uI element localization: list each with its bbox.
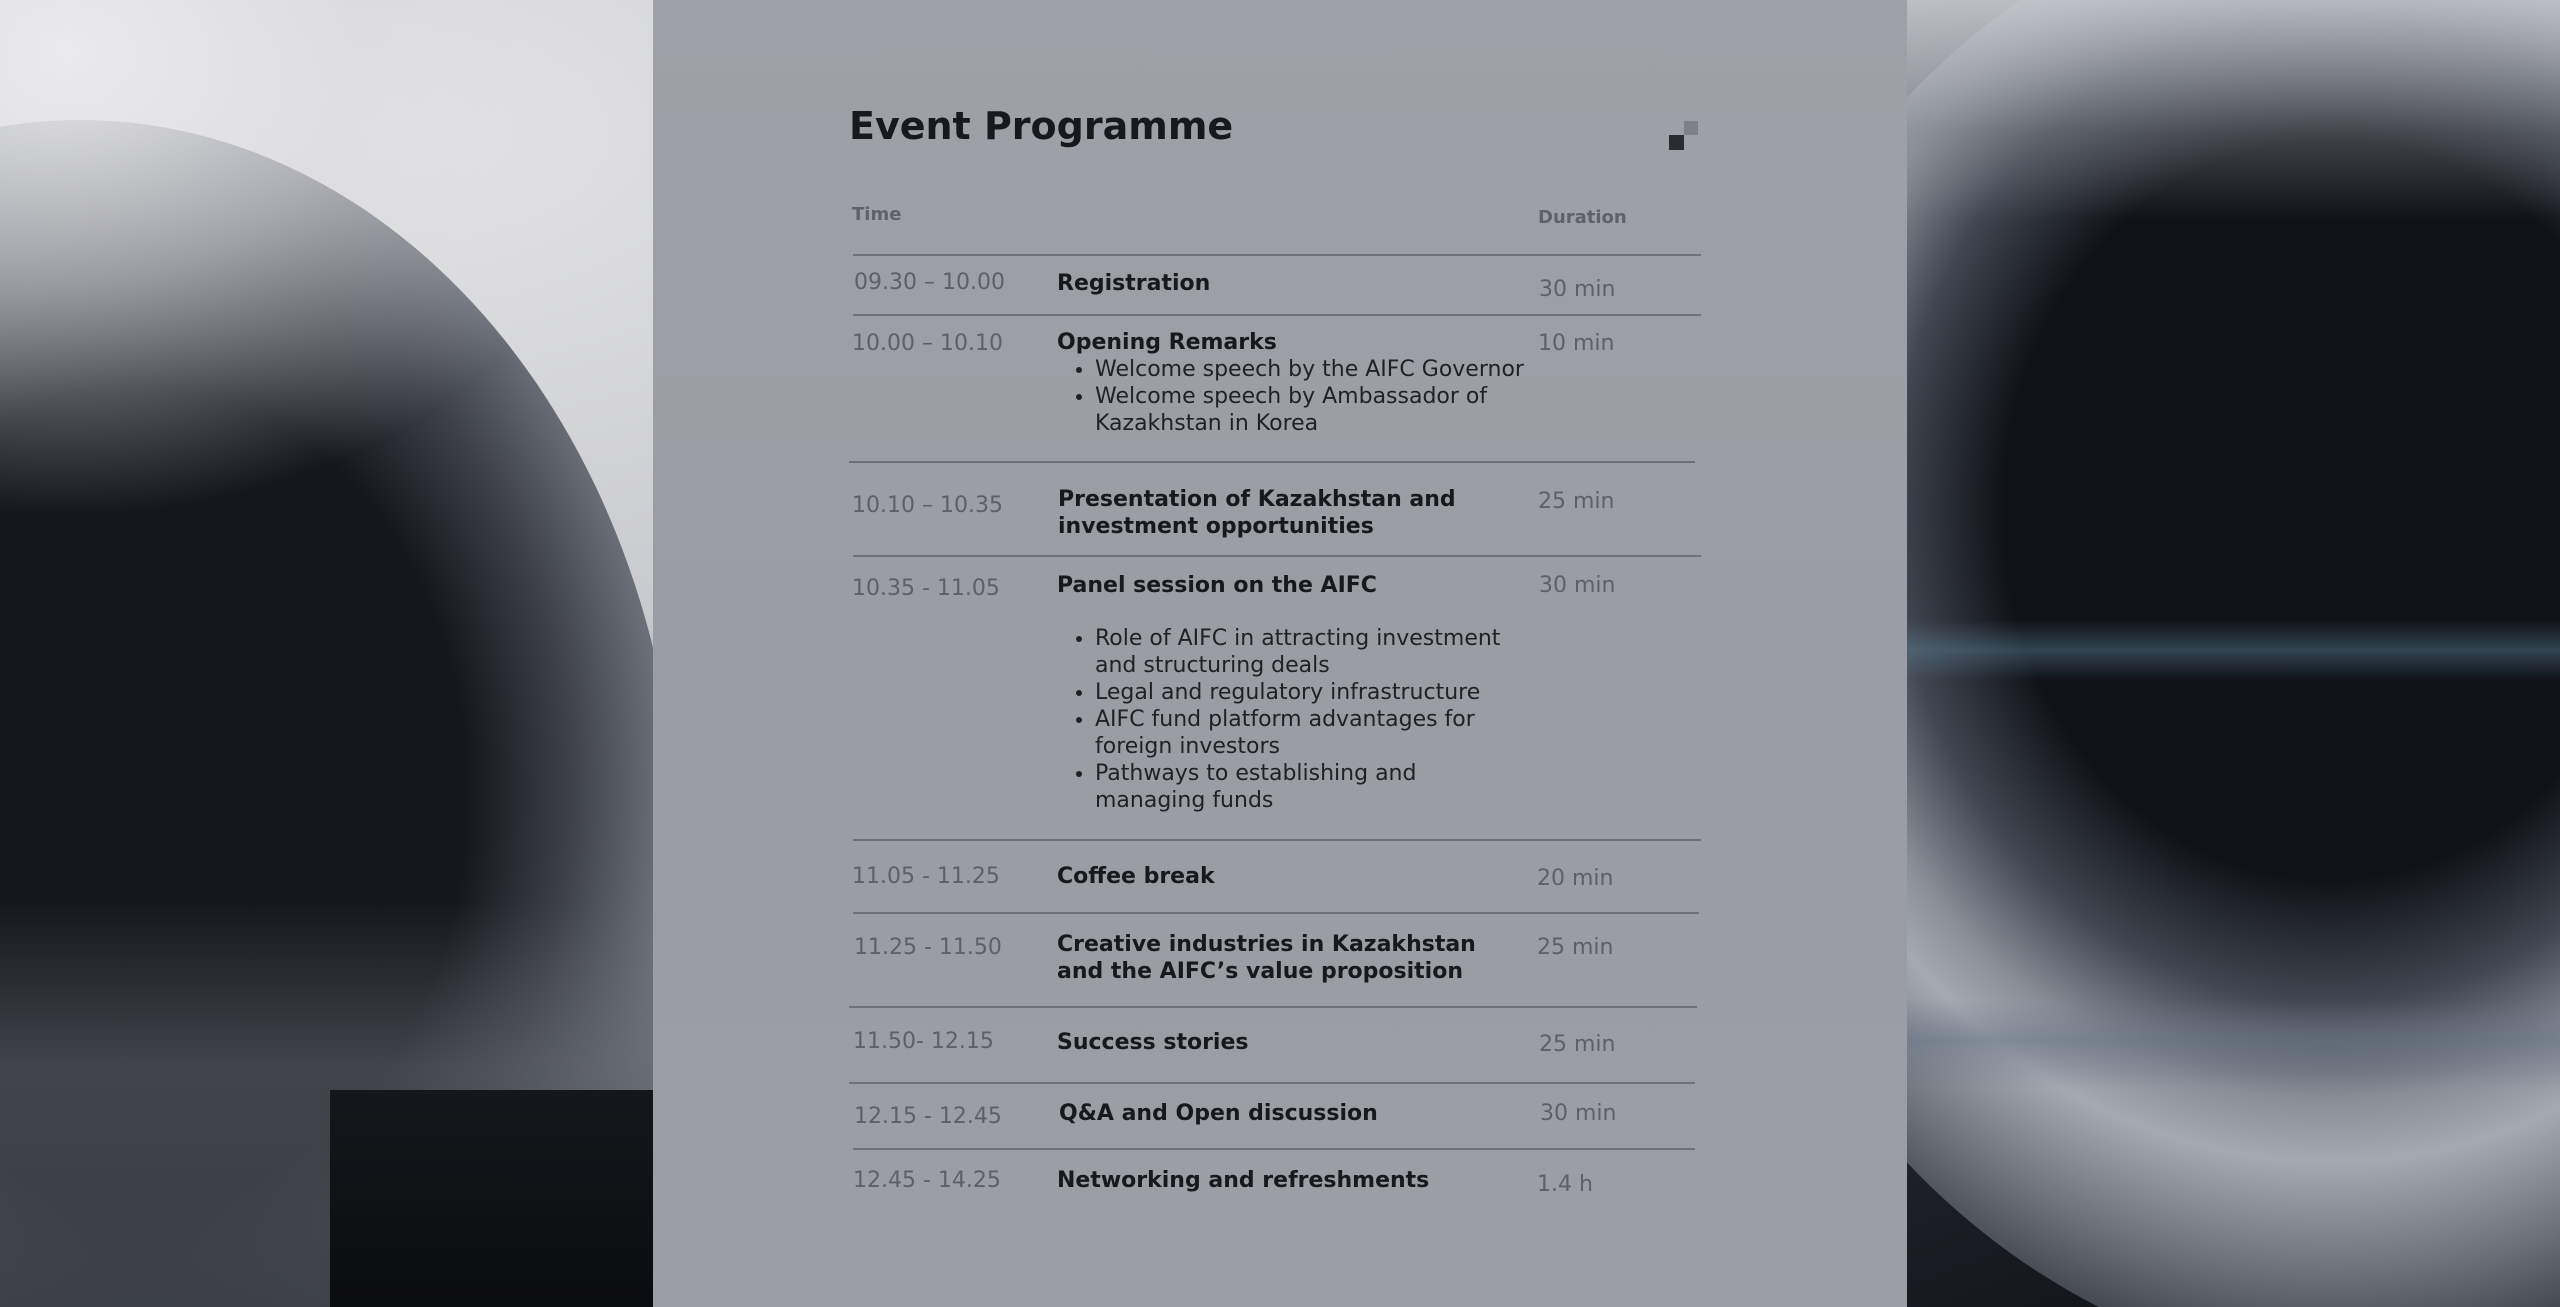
row-duration: 20 min — [1537, 866, 1614, 891]
bullet-item: • Pathways to establishing and managing funds — [1095, 760, 1525, 814]
row-duration: 30 min — [1539, 573, 1616, 598]
row-time: 11.25 - 11.50 — [854, 935, 1002, 960]
row-duration: 10 min — [1538, 331, 1615, 356]
row-time: 10.10 – 10.35 — [852, 493, 1003, 518]
row-duration: 30 min — [1540, 1101, 1617, 1126]
row-duration: 1.4 h — [1537, 1172, 1593, 1197]
activity-bullets — [1057, 625, 1525, 814]
row-time: 11.50- 12.15 — [853, 1029, 994, 1054]
bullet-item: • AIFC fund platform advantages for foreign investors — [1095, 706, 1525, 760]
row-divider — [853, 314, 1701, 316]
row-activity — [1057, 931, 1477, 985]
row-activity — [1057, 572, 1537, 814]
background-band — [1900, 1000, 2560, 1090]
activity-title: Presentation of Kazakhstan and investment opportunities — [1058, 487, 1456, 539]
activity-title: Creative industries in Kazakhstan and the AIFC’s value proposition — [1057, 932, 1476, 984]
column-header-duration: Duration — [1538, 207, 1627, 228]
row-divider — [853, 555, 1701, 557]
background-band — [1900, 620, 2560, 680]
row-activity — [1057, 329, 1537, 437]
logo-square-light — [1684, 121, 1698, 135]
background-glow — [0, 0, 650, 520]
row-divider — [853, 912, 1699, 914]
row-activity — [1059, 1100, 1539, 1127]
row-activity — [1057, 1167, 1537, 1194]
row-time: 12.15 - 12.45 — [854, 1104, 1002, 1129]
row-duration: 25 min — [1539, 1032, 1616, 1057]
row-time: 09.30 – 10.00 — [854, 270, 1005, 295]
activity-title: Opening Remarks — [1057, 330, 1277, 355]
activity-title: Networking and refreshments — [1057, 1168, 1430, 1193]
row-duration: 30 min — [1539, 277, 1616, 302]
activity-title: Coffee break — [1057, 864, 1215, 889]
row-time: 10.35 - 11.05 — [852, 576, 1000, 601]
column-header-time: Time — [852, 204, 902, 225]
activity-title: Success stories — [1057, 1030, 1249, 1055]
row-activity — [1058, 486, 1478, 540]
background-highlight — [1906, 0, 2560, 220]
row-divider — [853, 1148, 1695, 1150]
row-divider — [853, 839, 1701, 841]
activity-title: Registration — [1057, 271, 1211, 296]
brand-logo-icon — [1669, 121, 1701, 153]
activity-title: Panel session on the AIFC — [1057, 573, 1377, 598]
activity-bullets — [1057, 356, 1537, 437]
activity-title: Q&A and Open discussion — [1059, 1101, 1378, 1126]
row-divider — [849, 461, 1695, 463]
bullet-item: • Welcome speech by the AIFC Governor — [1095, 356, 1537, 383]
row-duration: 25 min — [1537, 935, 1614, 960]
row-activity — [1057, 1029, 1537, 1056]
row-activity — [1057, 863, 1537, 890]
background-block — [330, 1090, 660, 1307]
row-time: 11.05 - 11.25 — [852, 864, 1000, 889]
bullet-item: • Role of AIFC in attracting investment and structuring deals — [1095, 625, 1525, 679]
logo-square-dark — [1669, 135, 1684, 150]
bullet-item: • Legal and regulatory infrastructure — [1095, 679, 1525, 706]
row-duration: 25 min — [1538, 489, 1615, 514]
row-time: 10.00 – 10.10 — [852, 331, 1003, 356]
row-divider — [849, 1006, 1697, 1008]
row-time: 12.45 - 14.25 — [853, 1168, 1001, 1193]
page-title: Event Programme — [849, 104, 1234, 148]
row-divider — [853, 254, 1701, 256]
row-divider — [849, 1082, 1695, 1084]
bullet-item: • Welcome speech by Ambassador of Kazakhstan in Korea — [1095, 383, 1537, 437]
row-activity — [1057, 270, 1537, 297]
